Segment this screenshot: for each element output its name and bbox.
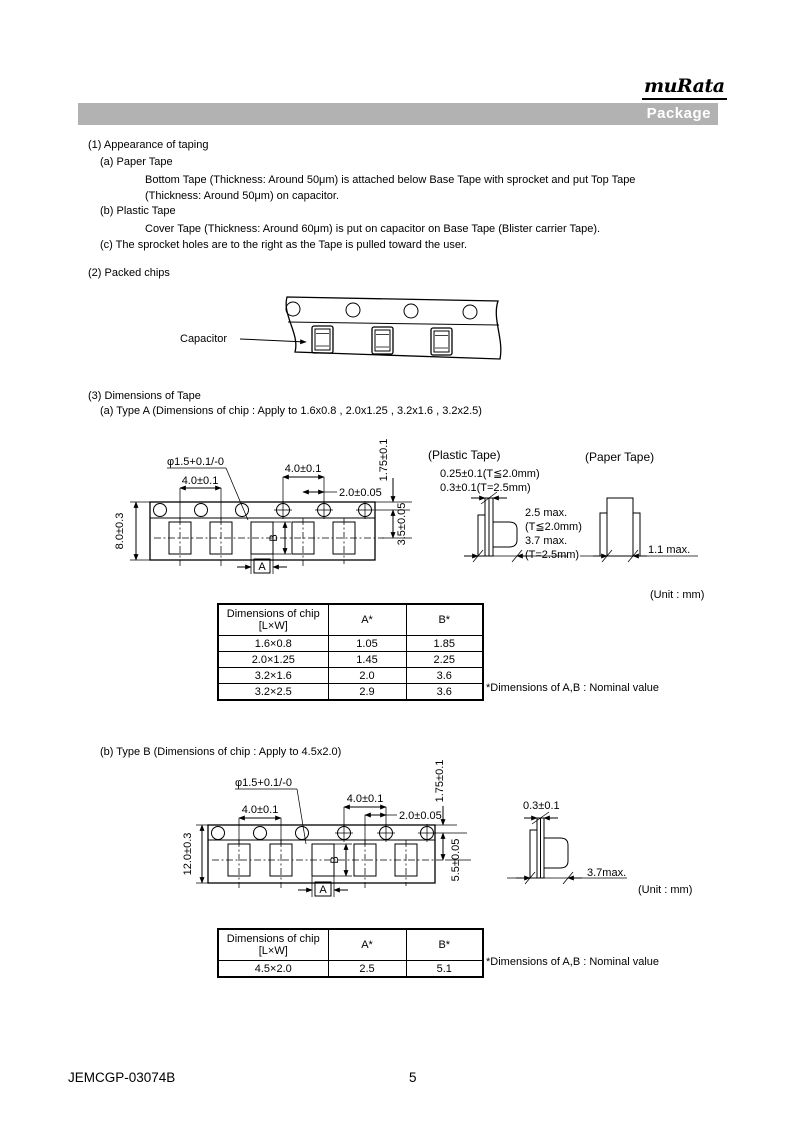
- table-row: [218, 652, 483, 668]
- s1-a-title: (a) Paper Tape: [100, 156, 173, 168]
- typeB-table-note: *Dimensions of A,B : Nominal value: [486, 956, 660, 968]
- hole-to-pocket-label: 2.0±0.05: [399, 810, 442, 822]
- plastic-tape-title: (Plastic Tape): [428, 448, 501, 462]
- edge-to-hole-label: 1.75±0.1: [378, 438, 390, 482]
- sprocket-hole: [346, 303, 360, 317]
- plastic-depth2-label: (T≦2.0mm): [525, 521, 582, 533]
- typeB-side-view: [507, 800, 627, 884]
- pocket-width-label: A: [319, 884, 327, 896]
- table-cell: 1.6×0.8: [218, 636, 328, 652]
- table-cell: 2.9: [328, 684, 406, 701]
- typeB-dimensions-table: [217, 928, 484, 978]
- side-depth-label: 3.7max.: [587, 867, 627, 879]
- page-section-title: Package: [646, 105, 711, 122]
- sprocket-hole: [154, 504, 167, 517]
- header-bar: [78, 103, 718, 125]
- packed-chips-diagram: [170, 288, 515, 373]
- sprocket-hole: [463, 305, 477, 319]
- typeA-tape-top-view: [150, 501, 384, 566]
- table-cell: 1.05: [328, 636, 406, 652]
- typeA-col-header-a: A*: [328, 604, 406, 636]
- typeA-dimensions-table: [217, 603, 484, 701]
- typeA-title: (a) Type A (Dimensions of chip : Apply to 1.6x0.8 , 2.0x1.25 , 3.2x1.6 , 3.2x2.5): [100, 405, 482, 417]
- s3-title: (3) Dimensions of Tape: [88, 390, 201, 402]
- typeB-col-header-a: A*: [328, 929, 406, 961]
- pocket-pitch-label: 4.0±0.1: [181, 475, 219, 487]
- table-cell: 2.5: [328, 961, 406, 978]
- table-cell: 2.25: [406, 652, 483, 668]
- typeA-table-note: *Dimensions of A,B : Nominal value: [486, 682, 660, 694]
- typeB-col-header-b: B*: [406, 929, 483, 961]
- hole-to-center-label: 3.5±0.05: [396, 502, 408, 546]
- document-number: JEMCGP-03074B: [68, 1070, 176, 1085]
- pocket-length-label: B: [329, 856, 341, 864]
- table-cell: 2.0×1.25: [218, 652, 328, 668]
- table-cell: 4.5×2.0: [218, 961, 328, 978]
- table-cell: 1.45: [328, 652, 406, 668]
- paper-tape-title: (Paper Tape): [585, 450, 655, 464]
- table-row: [218, 961, 483, 978]
- typeA-tape-diagram: [110, 420, 750, 605]
- table-cell: 3.6: [406, 668, 483, 684]
- typeB-tape-diagram: [125, 760, 725, 905]
- table-cell: 3.2×2.5: [218, 684, 328, 701]
- sprocket-hole: [296, 827, 309, 840]
- capacitor-label: Capacitor: [180, 333, 228, 345]
- table-row: [218, 668, 483, 684]
- sprocket-hole: [286, 302, 300, 316]
- typeB-title: (b) Type B (Dimensions of chip : Apply to 4.5x2.0): [100, 746, 342, 758]
- plastic-depth1-label: 2.5 max.: [525, 507, 568, 519]
- murata-logo: muRata: [642, 75, 727, 100]
- table-row: [218, 636, 483, 652]
- tape-width-label: 12.0±0.3: [182, 832, 194, 876]
- edge-to-hole-label: 1.75±0.1: [434, 760, 446, 803]
- plastic-thickness1-label: 0.25±0.1(T≦2.0mm): [440, 468, 540, 480]
- typeA-unit-label: (Unit : mm): [650, 589, 705, 601]
- typeA-paper-tape-section: [580, 450, 698, 562]
- sprocket-hole: [195, 504, 208, 517]
- plastic-thickness2-label: 0.3±0.1(T=2.5mm): [440, 482, 531, 494]
- table-row: [218, 684, 483, 701]
- hole-to-pocket-label: 2.0±0.05: [339, 487, 382, 499]
- table-cell: 3.2×1.6: [218, 668, 328, 684]
- pocket-width-label: A: [258, 561, 266, 573]
- table-cell: 5.1: [406, 961, 483, 978]
- s1-a-line2: (Thickness: Around 50μm) on capacitor.: [145, 190, 340, 202]
- paper-thickness-label: 1.1 max.: [648, 544, 691, 556]
- table-cell: 3.6: [406, 684, 483, 701]
- typeA-plastic-tape-section: [428, 448, 582, 562]
- packed-capacitor: [431, 328, 452, 355]
- typeB-col-header-chip: Dimensions of chip [L×W]: [218, 929, 328, 961]
- hole-to-center-label: 5.5±0.05: [450, 838, 462, 882]
- typeB-unit-label: (Unit : mm): [638, 884, 693, 896]
- plastic-depth4-label: (T=2.5mm): [525, 549, 580, 561]
- page-number: 5: [409, 1070, 417, 1085]
- tape-width-label: 8.0±0.3: [114, 512, 126, 550]
- s1-a-line1: Bottom Tape (Thickness: Around 50μm) is attached below Base Tape with sprocket and put Top Tape: [145, 174, 636, 186]
- pocket-pitch-label: 4.0±0.1: [241, 804, 279, 816]
- sprocket-hole: [254, 827, 267, 840]
- hole-diameter-label: φ1.5+0.1/-0: [167, 456, 224, 468]
- typeA-col-header-b: B*: [406, 604, 483, 636]
- typeA-col-header-chip: Dimensions of chip [L×W]: [218, 604, 328, 636]
- typeB-tape-top-view: [208, 824, 445, 888]
- s1-b-line1: Cover Tape (Thickness: Around 60μm) is put on capacitor on Base Tape (Blister carrier Tape).: [145, 223, 601, 235]
- hole-pitch-label: 4.0±0.1: [346, 793, 384, 805]
- packed-capacitor: [312, 326, 333, 353]
- hole-diameter-label: φ1.5+0.1/-0: [235, 777, 292, 789]
- table-cell: 2.0: [328, 668, 406, 684]
- s1-title: (1) Appearance of taping: [88, 139, 209, 151]
- pocket-length-label: B: [268, 534, 280, 542]
- plastic-depth3-label: 3.7 max.: [525, 535, 568, 547]
- side-thickness-label: 0.3±0.1: [523, 800, 560, 812]
- s1-b-title: (b) Plastic Tape: [100, 205, 176, 217]
- hole-pitch-label: 4.0±0.1: [284, 463, 322, 475]
- s2-title: (2) Packed chips: [88, 267, 170, 279]
- sprocket-hole: [212, 827, 225, 840]
- table-cell: 1.85: [406, 636, 483, 652]
- packed-capacitor: [372, 327, 393, 354]
- s1-c-title: (c) The sprocket holes are to the right as the Tape is pulled toward the user.: [100, 239, 468, 251]
- sprocket-hole: [404, 304, 418, 318]
